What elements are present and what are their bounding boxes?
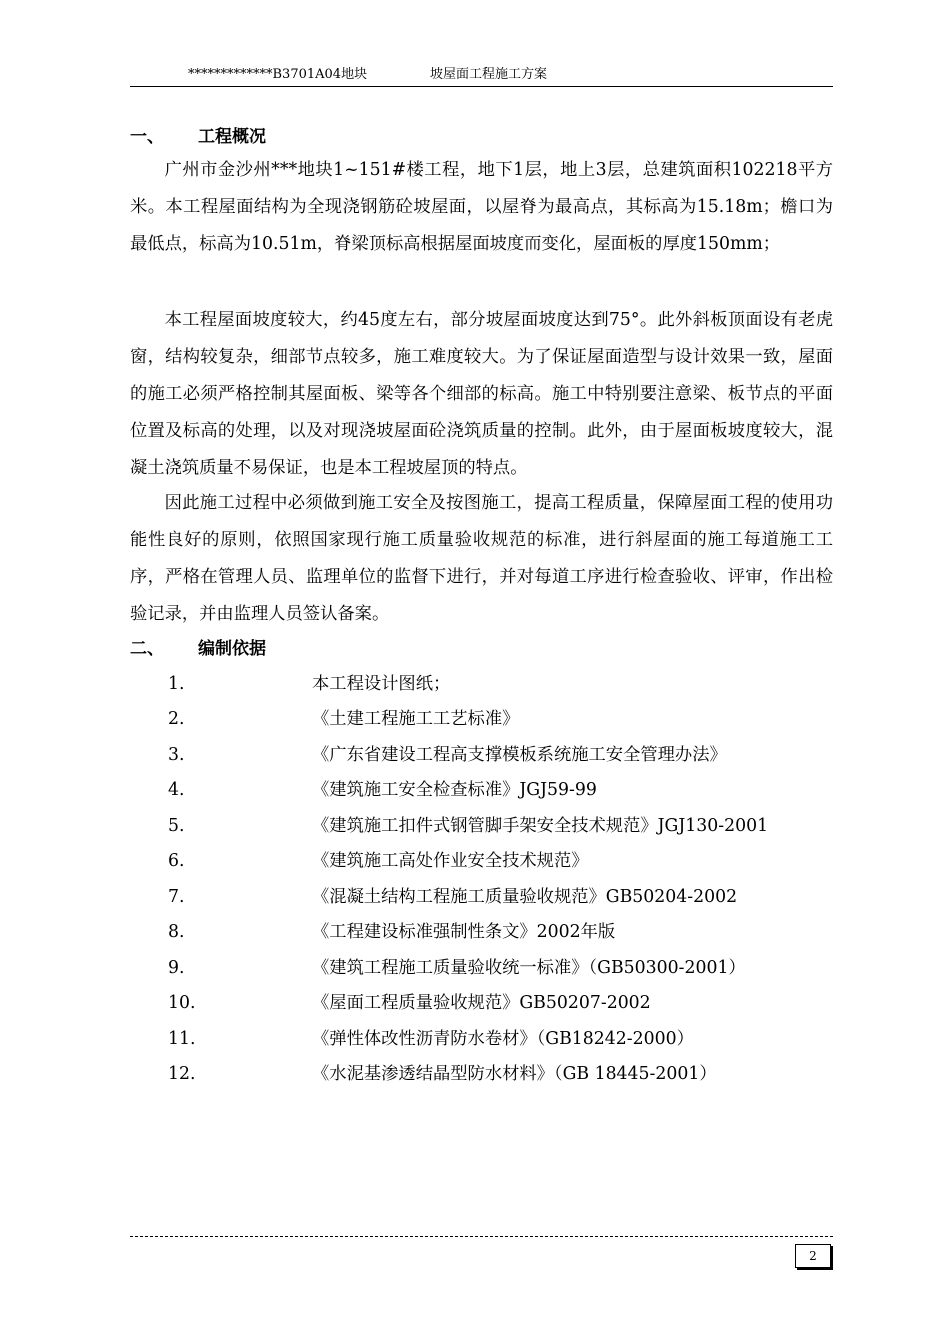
reference-number: 9. xyxy=(168,958,185,978)
reference-title: 《广东省建设工程高支撑模板系统施工安全管理办法》 xyxy=(312,745,727,765)
reference-item xyxy=(130,991,833,1015)
reference-item xyxy=(130,672,833,696)
page-number: 2 xyxy=(795,1244,831,1268)
paragraph-3: 因此施工过程中必须做到施工安全及按图施工，提高工程质量，保障屋面工程的使用功能性良好的原则，依照国家现行施工质量验收规范的标准，进行斜屋面的施工每道施工工序，严格在管理人员、监理单位的监督下进行，并对每道工序进行检查验收、评审，作出检验记录，并由监理人员签认备案。 xyxy=(130,493,833,624)
reference-title: 《建筑施工扣件式钢管脚手架安全技术规范》JGJ130-2001 xyxy=(312,816,769,836)
reference-title: 《工程建设标准强制性条文》2002年版 xyxy=(312,922,616,942)
reference-number: 11. xyxy=(168,1029,196,1049)
reference-item xyxy=(130,743,833,767)
reference-item xyxy=(130,814,833,838)
section-2-number: 二、 xyxy=(130,639,164,659)
section-1-heading xyxy=(130,126,266,148)
reference-item xyxy=(130,849,833,873)
reference-item xyxy=(130,956,833,980)
reference-number: 8. xyxy=(168,922,185,942)
reference-title: 《建筑工程施工质量验收统一标准》（GB50300-2001） xyxy=(312,958,746,978)
reference-title: 《弹性体改性沥青防水卷材》（GB18242-2000） xyxy=(312,1029,694,1049)
reference-title: 《土建工程施工工艺标准》 xyxy=(312,709,520,729)
reference-item xyxy=(130,778,833,802)
section-2-heading xyxy=(130,638,266,660)
reference-title: 《建筑施工安全检查标准》JGJ59-99 xyxy=(312,780,597,800)
header-project-code: *************B3701A04地块 xyxy=(188,67,368,82)
reference-number: 6. xyxy=(168,851,185,871)
reference-number: 2. xyxy=(168,709,185,729)
paragraph-2: 本工程屋面坡度较大，约45度左右，部分坡屋面坡度达到75°。此外斜板顶面设有老虎窗，结构较复杂，细部节点较多，施工难度较大。为了保证屋面造型与设计效果一致，屋面的施工必须严格控制其屋面板、梁等各个细部的标高。施工中特别要注意梁、板节点的平面位置及标高的处理，以及对现浇坡屋面砼浇筑质量的控制。此外，由于屋面板坡度较大，混凝土浇筑质量不易保证，也是本工程坡屋顶的特点。 xyxy=(130,310,833,478)
paragraph-1: 广州市金沙州***地块1~151#楼工程，地下1层，地上3层，总建筑面积102218平方米。本工程屋面结构为全现浇钢筋砼坡屋面，以屋脊为最高点，其标高为15.18m；檐口为最低点，标高为10.51m，脊梁顶标高根据屋面坡度而变化，屋面板的厚度150mm； xyxy=(130,160,833,254)
reference-item xyxy=(130,1027,833,1051)
section-1-title: 工程概况 xyxy=(198,127,266,147)
section-2-title: 编制依据 xyxy=(198,639,266,659)
reference-item xyxy=(130,707,833,731)
reference-title: 《混凝土结构工程施工质量验收规范》GB50204-2002 xyxy=(312,887,738,907)
reference-number: 12. xyxy=(168,1064,196,1084)
reference-item xyxy=(130,1062,833,1086)
reference-item xyxy=(130,920,833,944)
reference-number: 5. xyxy=(168,816,185,836)
reference-title: 本工程设计图纸； xyxy=(312,674,451,694)
reference-item xyxy=(130,885,833,909)
reference-number: 1. xyxy=(168,674,185,694)
section-1-number: 一、 xyxy=(130,127,164,147)
reference-number: 3. xyxy=(168,745,185,765)
reference-title: 《屋面工程质量验收规范》GB50207-2002 xyxy=(312,993,651,1013)
reference-number: 10. xyxy=(168,993,196,1013)
reference-number: 4. xyxy=(168,780,185,800)
reference-number: 7. xyxy=(168,887,185,907)
header-document-title: 坡屋面工程施工方案 xyxy=(430,67,548,82)
reference-title: 《建筑施工高处作业安全技术规范》 xyxy=(312,851,589,871)
footer-divider xyxy=(130,1236,833,1237)
reference-title: 《水泥基渗透结晶型防水材料》（GB 18445-2001） xyxy=(312,1064,717,1084)
page-header xyxy=(130,66,833,87)
